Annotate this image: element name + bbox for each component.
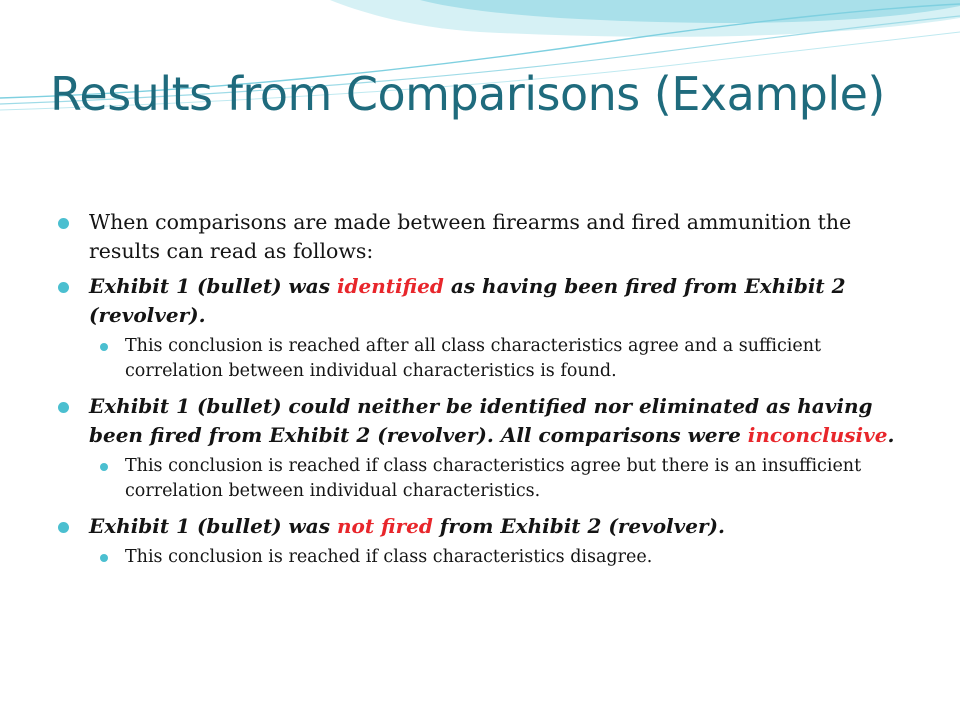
highlight-identified: identified xyxy=(336,274,444,298)
bullet-dot xyxy=(58,218,69,229)
bullet-text: When comparisons are made between firearms and fired ammunition the results can read as follows: xyxy=(89,210,852,263)
sub-bullet-item-4 xyxy=(58,545,908,570)
bullet-dot xyxy=(58,402,69,413)
sub-bullet-text: This conclusion is reached if class characteristics agree but there is an insufficient correlation between individual characteristics. xyxy=(125,456,862,501)
bullet-text-after: as having been fired from Exhibit 2 (revolver). xyxy=(89,274,846,327)
sub-bullet-dot xyxy=(100,463,108,471)
bullet-item-4 xyxy=(58,512,908,541)
sub-bullet-text: This conclusion is reached if class characteristics disagree. xyxy=(125,547,653,567)
bullet-text-before: Exhibit 1 (bullet) was xyxy=(89,514,337,538)
sub-bullet-dot xyxy=(100,554,108,562)
highlight-not-fired: not fired xyxy=(336,514,433,538)
sub-bullet-item-2 xyxy=(58,334,908,384)
sub-bullet-text: This conclusion is reached after all class characteristics agree and a sufficient correlation between individual characteristics is found. xyxy=(125,336,822,381)
bullet-dot xyxy=(58,522,69,533)
bullet-list xyxy=(58,208,908,578)
bullet-text-after: from Exhibit 2 (revolver). xyxy=(432,514,725,538)
bullet-item-2 xyxy=(58,272,908,330)
sub-bullet-dot xyxy=(100,343,108,351)
bullet-text-before: Exhibit 1 (bullet) could neither be identified nor eliminated as having been fired from Exhibit 2 (revolver). All comparisons were xyxy=(89,394,873,447)
bullet-item-3 xyxy=(58,392,908,450)
bullet-item-1 xyxy=(58,208,908,266)
bullet-dot xyxy=(58,282,69,293)
bullet-text-before: Exhibit 1 (bullet) was xyxy=(89,274,337,298)
slide-title: Results from Comparisons (Example) xyxy=(50,67,885,121)
highlight-inconclusive: inconclusive xyxy=(747,423,888,447)
sub-bullet-item-3 xyxy=(58,454,908,504)
bullet-text-after: . xyxy=(887,423,895,447)
